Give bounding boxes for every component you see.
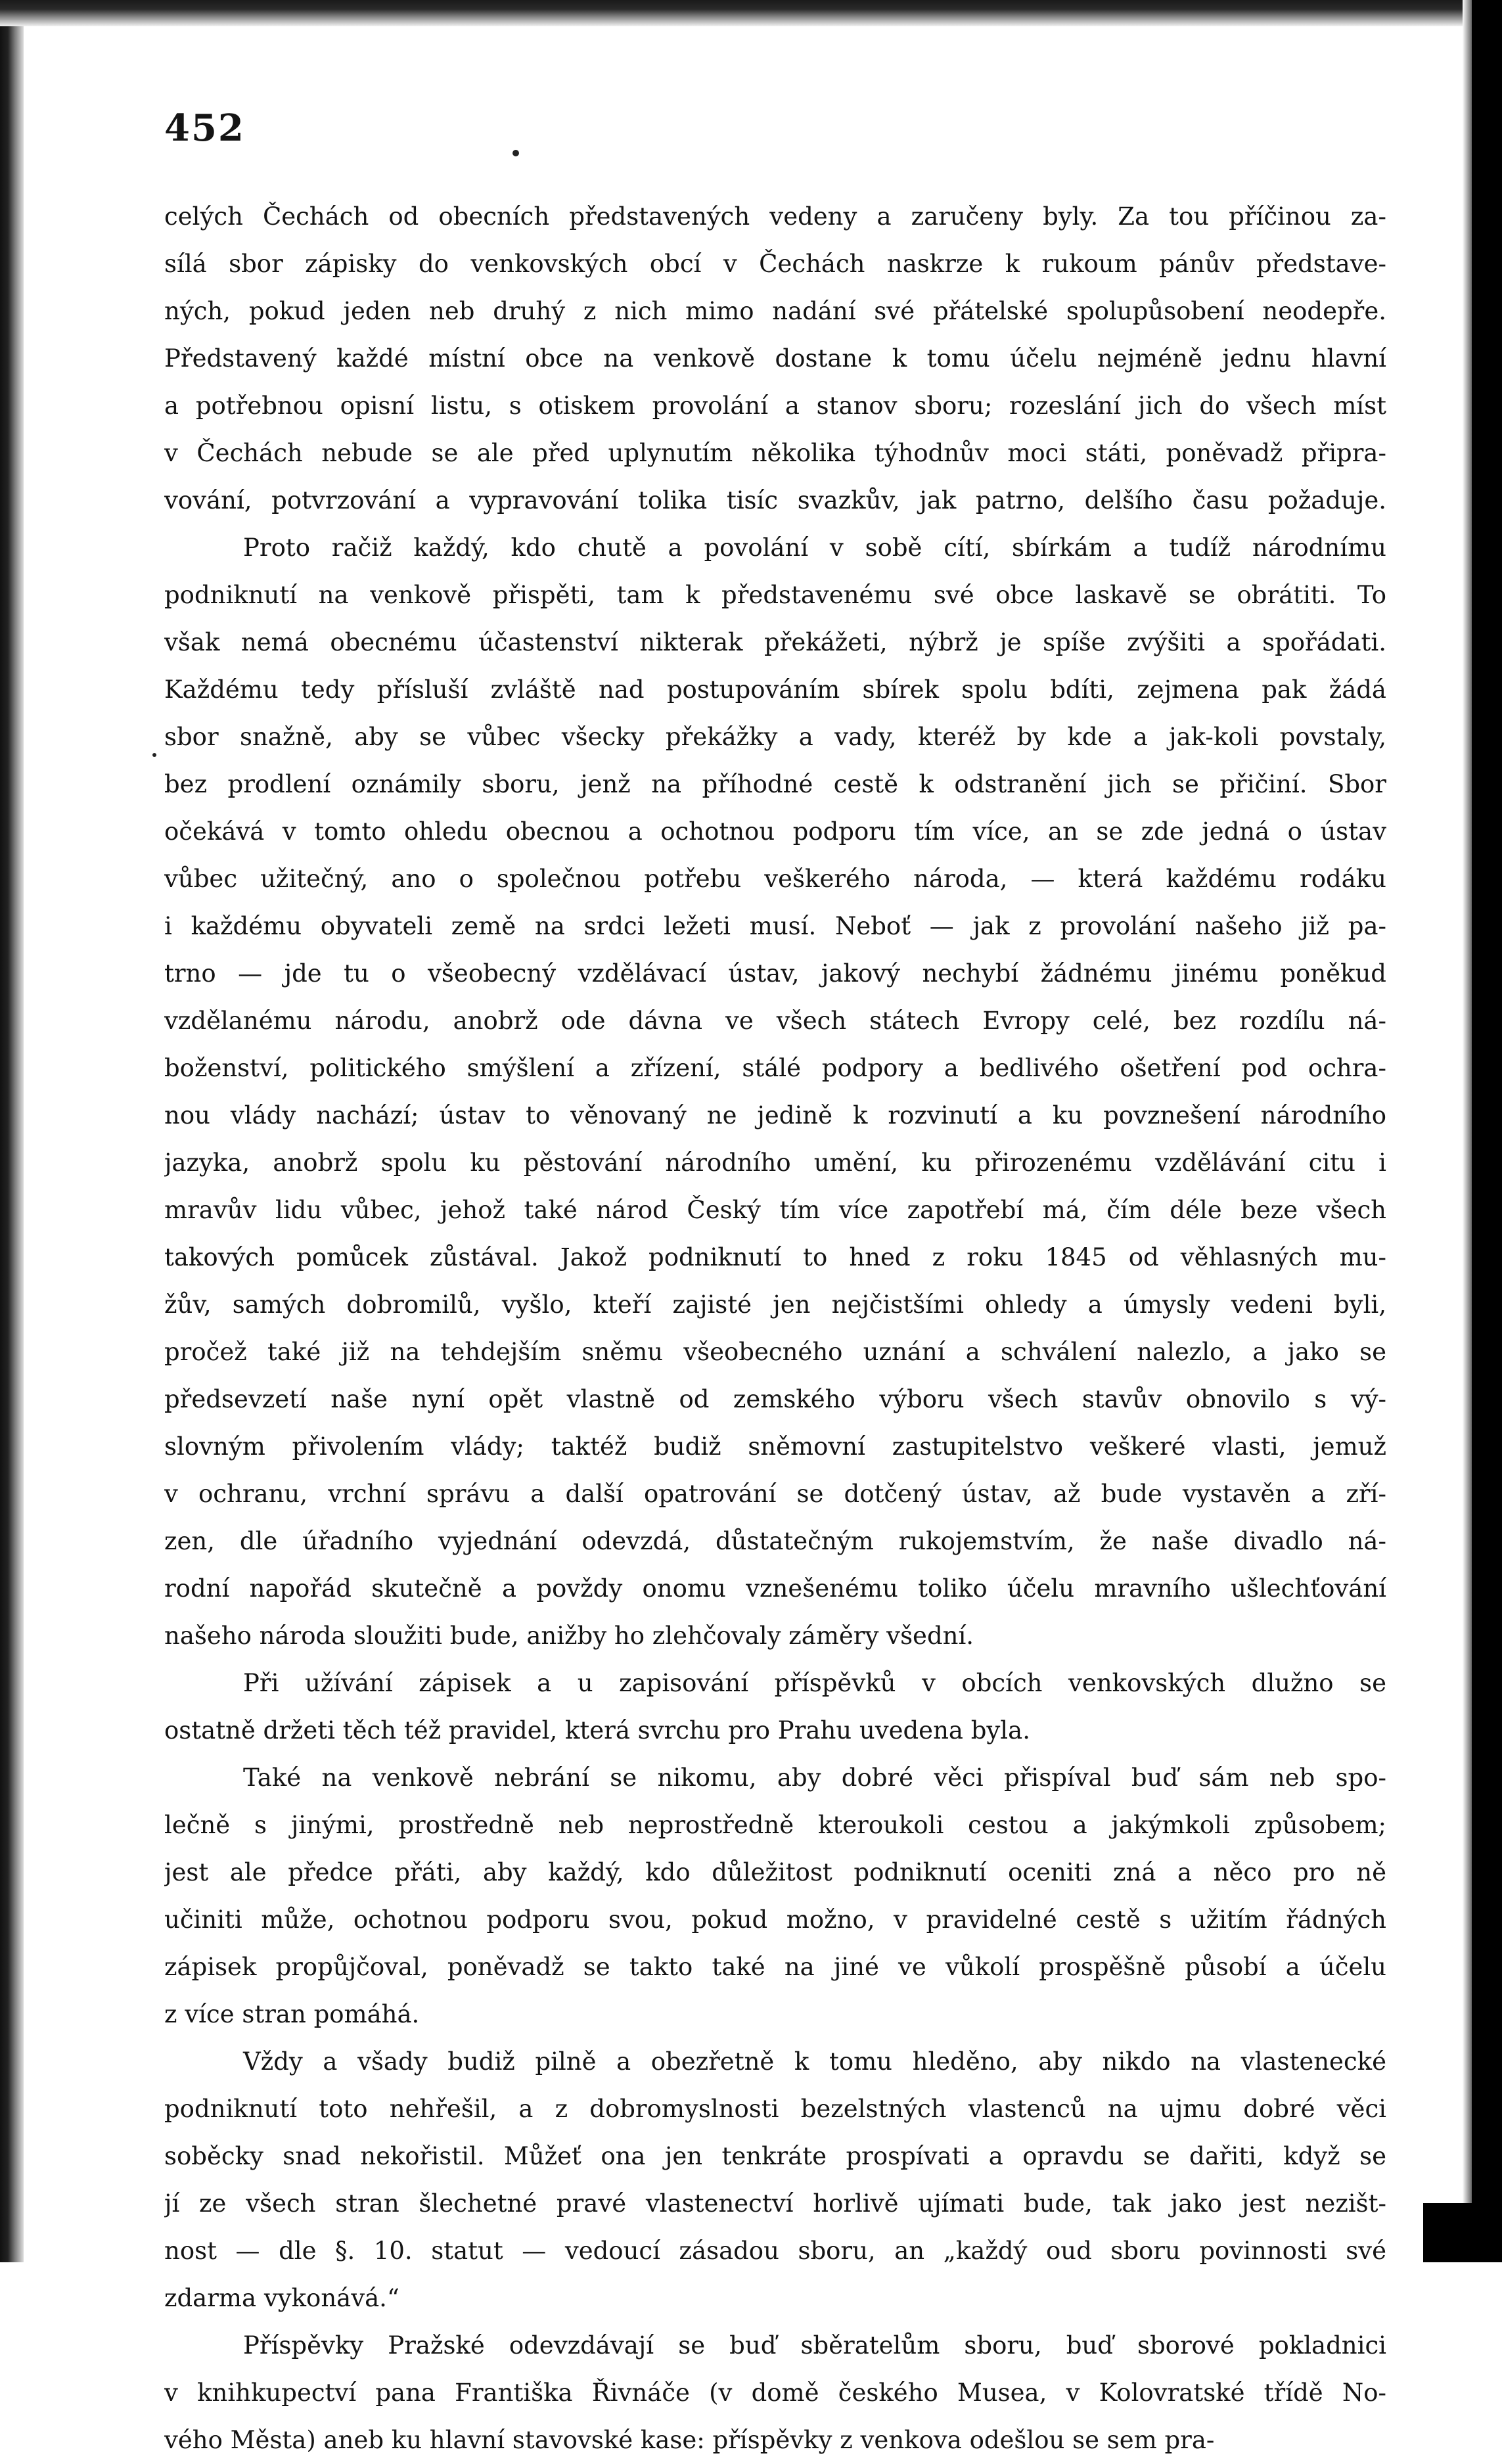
text-line: Představený každé místní obce na venkově dostane k tomu účelu nejméně jednu hlavní: [164, 344, 1386, 373]
text-line: slovným přivolením vlády; taktéž budiž sněmovní zastupitelstvo veškeré vlasti, jemuž: [164, 1432, 1386, 1461]
print-speck: [152, 753, 156, 757]
text-line: Proto račiž každý, kdo chutě a povolání v sobě cítí, sbírkám a tudíž národnímu: [243, 534, 1386, 562]
scan-border-left: [0, 0, 24, 2262]
text-line: soběcky snad nekořistil. Můžeť ona jen tenkráte prospívati a opravdu se dařiti, když se: [164, 2142, 1386, 2170]
text-line: vování, potvrzování a vypravování tolika tisíc svazkův, jak patrno, delšího času požaduje.: [164, 486, 1386, 514]
text-line: Každému tedy přísluší zvláště nad postupováním sbírek spolu bdíti, zejmena pak žádá: [164, 675, 1386, 704]
text-line: sílá sbor zápisky do venkovských obcí v Čechách naskrze k rukoum pánův představe-: [164, 250, 1386, 278]
scan-corner: [1423, 2203, 1502, 2262]
text-line: a potřebnou opisní listu, s otiskem provolání a stanov sboru; rozeslání jich do všech míst: [164, 392, 1386, 420]
text-line: vůbec užitečný, ano o společnou potřebu veškerého národa, — která každému rodáku: [164, 865, 1386, 893]
text-line: z více stran pomáhá.: [164, 2000, 420, 2028]
text-line: předsevzetí naše nyní opět vlastně od zemského výboru všech stavův obnovilo s vý-: [164, 1385, 1386, 1413]
text-line: žův, samých dobromilů, vyšlo, kteří zajisté jen nejčistšími ohledy a úmysly vedeni byli,: [164, 1290, 1386, 1319]
text-line: i každému obyvateli země na srdci ležeti musí. Neboť — jak z provolání našeho již pa-: [164, 912, 1386, 940]
scan-border-top: [0, 0, 1502, 26]
text-line: podniknutí toto nehřešil, a z dobromyslnosti bezelstných vlastenců na ujmu dobré věci: [164, 2095, 1386, 2123]
text-line: zdarma vykonává.“: [164, 2284, 399, 2312]
text-line: jest ale předce přáti, aby každý, kdo důležitost podniknutí oceniti zná a něco pro ně: [164, 1858, 1386, 1886]
text-line: mravův lidu vůbec, jehož také národ Český tím více zapotřebí má, čím déle beze všech: [164, 1196, 1386, 1224]
text-line: Při užívání zápisek a u zapisování příspěvků v obcích venkovských dlužno se: [243, 1669, 1386, 1697]
text-line: trno — jde tu o všeobecný vzdělávací ústav, jakový nechybí žádnému jinému poněkud: [164, 959, 1386, 988]
text-line: vého Města) aneb ku hlavní stavovské kase: příspěvky z venkova odešlou se sem pra-: [164, 2426, 1215, 2454]
text-line: podniknutí na venkově přispěti, tam k představenému své obce laskavě se obrátiti. To: [164, 581, 1386, 609]
text-line: zápisek propůjčoval, poněvadž se takto také na jiné ve vůkolí prospěšně působí a účelu: [164, 1953, 1386, 1981]
text-line: očekává v tomto ohledu obecnou a ochotnou podporu tím více, an se zde jedná o ústav: [164, 817, 1386, 846]
text-line: Také na venkově nebrání se nikomu, aby dobré věci přispíval buď sám neb spo-: [243, 1764, 1386, 1792]
text-line: našeho národa sloužiti bude, anižby ho zlehčovaly záměry všední.: [164, 1622, 974, 1650]
text-line: rodní napořád skutečně a povždy onomu vznešenému toliko účelu mravního ušlechťování: [164, 1574, 1386, 1603]
text-line: takových pomůcek zůstával. Jakož podniknutí to hned z roku 1845 od věhlasných mu-: [164, 1243, 1386, 1271]
text-line: Vždy a všady budiž pilně a obezřetně k tomu hleděno, aby nikdo na vlastenecké: [243, 2047, 1386, 2076]
text-line: bez prodlení oznámily sboru, jenž na příhodné cestě k odstranění jich se přičiní. Sbor: [164, 770, 1386, 798]
scan-border-right-edge: [1463, 0, 1472, 2262]
text-line: celých Čechách od obecních představených vedeny a zaručeny byly. Za tou příčinou za-: [164, 202, 1386, 231]
text-line: boženství, politického smýšlení a zřízení, stálé podpory a bedlivého ošetření pod ochra-: [164, 1054, 1386, 1082]
text-line: však nemá obecnému účastenství nikterak překážeti, nýbrž je spíše zvýšiti a spořádati.: [164, 628, 1386, 656]
text-line: v knihkupectví pana Františka Řivnáče (v domě českého Musea, v Kolovratské třídě No-: [164, 2379, 1386, 2407]
text-line: pročež také již na tehdejším sněmu všeobecného uznání a schválení nalezlo, a jako se: [164, 1338, 1386, 1366]
text-line: zen, dle úřadního vyjednání odevzdá, důstatečným rukojemstvím, že naše divadlo ná-: [164, 1527, 1386, 1555]
text-line: jí ze všech stran šlechetné pravé vlastenectví horlivě ujímati bude, tak jako jest nezišt-: [164, 2189, 1386, 2218]
text-line: v Čechách nebude se ale před uplynutím několika týhodnův moci státi, poněvadž připra-: [164, 439, 1386, 467]
text-line: lečně s jinými, prostředně neb neprostředně kteroukoli cestou a jakýmkoli způsobem;: [164, 1811, 1386, 1839]
text-line: jazyka, anobrž spolu ku pěstování národního umění, ku přirozenému vzdělávání citu i: [164, 1149, 1386, 1177]
page-number: 452: [164, 106, 245, 150]
text-line: sbor snažně, aby se vůbec všecky překážky a vady, kteréž by kde a jak-koli povstaly,: [164, 723, 1386, 751]
book-page: [164, 105, 1386, 2464]
scan-border-right: [1472, 0, 1502, 2262]
text-line: ných, pokud jeden neb druhý z nich mimo nadání své přátelské spolupůsobení neodepře.: [164, 297, 1386, 325]
text-line: Příspěvky Pražské odevzdávají se buď sběratelům sboru, buď sborové pokladnici: [243, 2331, 1386, 2360]
text-line: nost — dle §. 10. statut — vedoucí zásadou sboru, an „každý oud sboru povinnosti své: [164, 2237, 1386, 2265]
text-line: v ochranu, vrchní správu a další opatrování se dotčený ústav, až bude vystavěn a zří-: [164, 1480, 1386, 1508]
text-body: [164, 193, 1386, 2464]
text-line: učiniti může, ochotnou podporu svou, pokud možno, v pravidelné cestě s užitím řádných: [164, 1905, 1386, 1934]
text-line: vzdělanému národu, anobrž ode dávna ve všech státech Evropy celé, bez rozdílu ná-: [164, 1007, 1386, 1035]
text-line: ostatně držeti těch též pravidel, která svrchu pro Prahu uvedena byla.: [164, 1716, 1030, 1745]
text-line: nou vlády nachází; ústav to věnovaný ne jedině k rozvinutí a ku povznešení národního: [164, 1101, 1386, 1129]
